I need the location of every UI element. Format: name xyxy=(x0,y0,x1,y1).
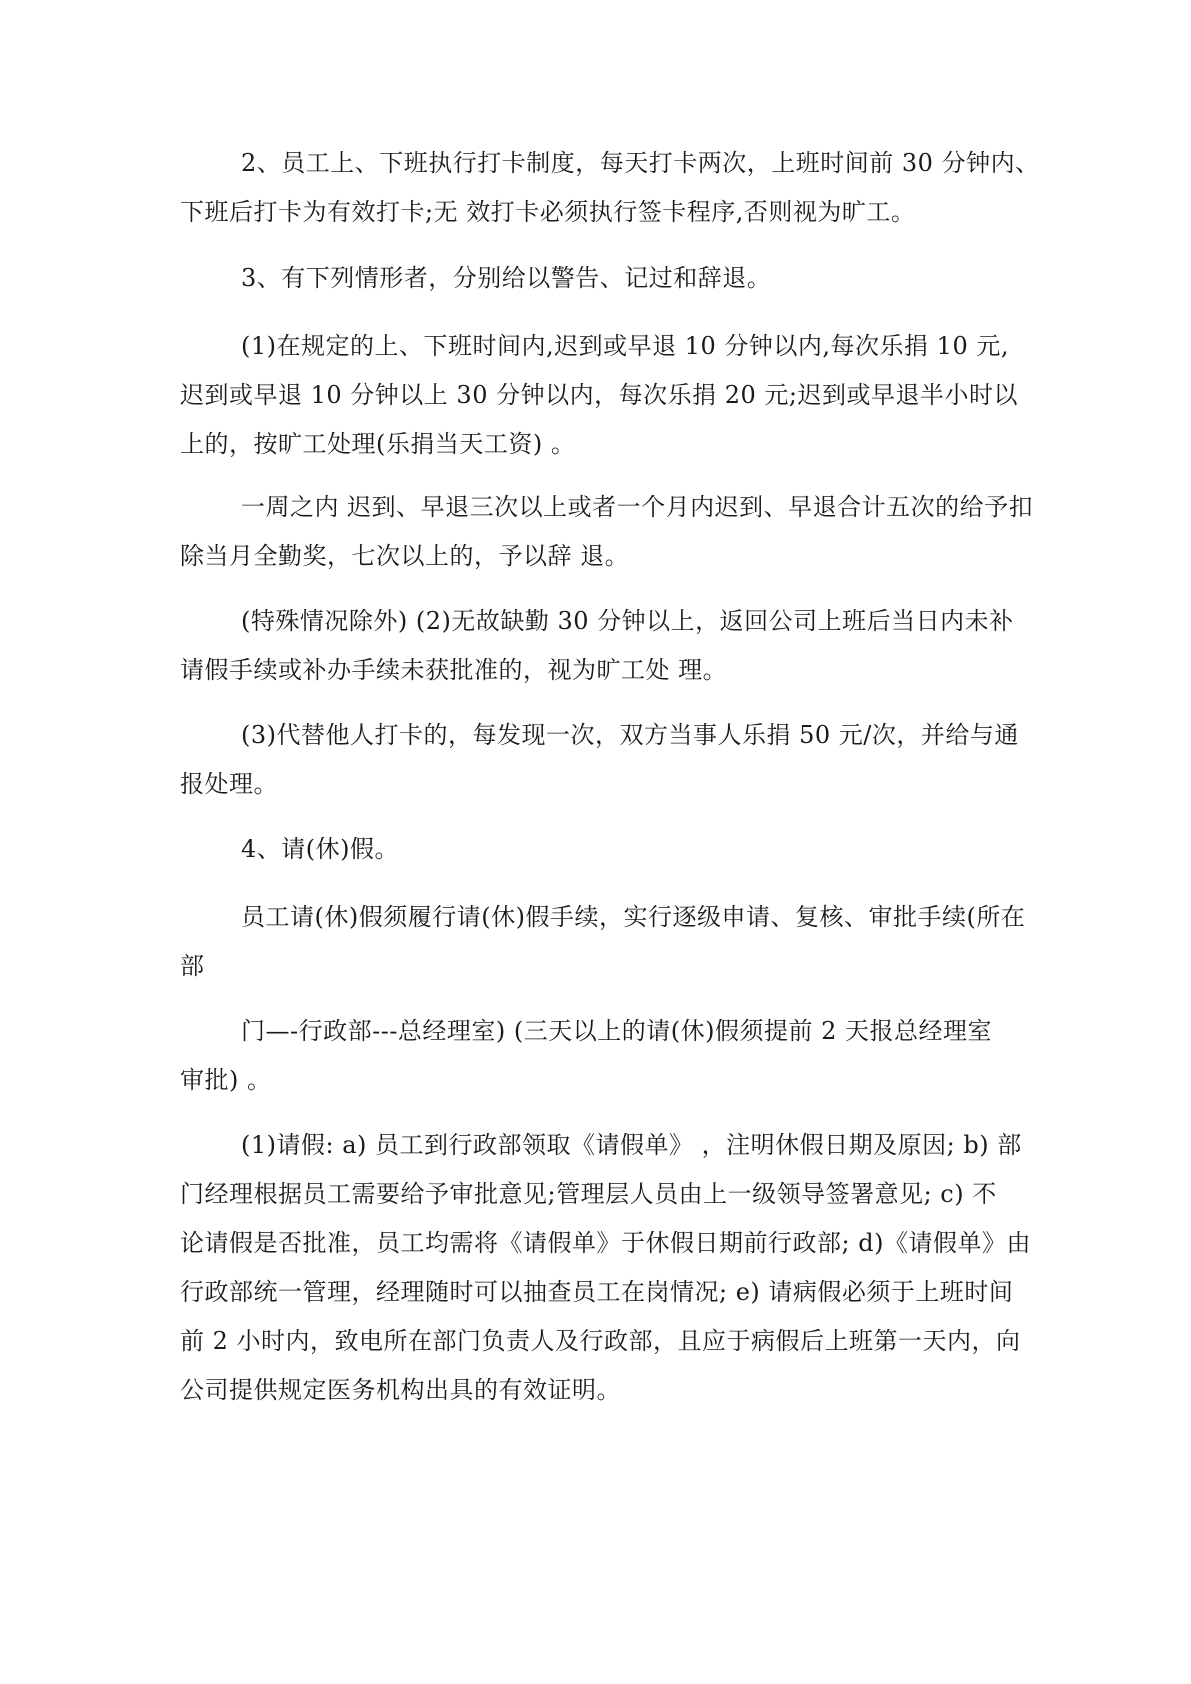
text-line: 前 2 小时内，致电所在部门负责人及行政部，且应于病假后上班第一天内，向 xyxy=(180,1327,1021,1355)
text-line: 论请假是否批准，员工均需将《请假单》于休假日期前行政部; d)《请假单》由 xyxy=(180,1229,1031,1257)
text-line: (特殊情况除外) (2)无故缺勤 30 分钟以上，返回公司上班后当日内未补 xyxy=(241,607,1014,635)
paragraph-clock-in-rule xyxy=(180,139,1040,237)
text-line: 上的，按旷工处理(乐捐当天工资) 。 xyxy=(180,430,576,458)
text-line: 请假手续或补办手续未获批准的，视为旷工处 理。 xyxy=(180,656,728,684)
paragraph-leave-heading xyxy=(180,825,1030,874)
text-line: 除当月全勤奖，七次以上的，予以辞 退。 xyxy=(180,542,630,570)
text-line: 公司提供规定医务机构出具的有效证明。 xyxy=(180,1376,621,1404)
text-line: 一周之内 迟到、早退三次以上或者一个月内迟到、早退合计五次的给予扣 xyxy=(241,493,1034,521)
text-line: 员工请(休)假须履行请(休)假手续，实行逐级申请、复核、审批手续(所在 xyxy=(241,903,1026,931)
paragraph-penalties-heading xyxy=(180,254,1030,303)
text-line: 2、员工上、下班执行打卡制度，每天打卡两次，上班时间前 30 分钟内、 xyxy=(241,149,1040,177)
text-line: 审批) 。 xyxy=(180,1066,272,1094)
text-line: 门经理根据员工需要给予审批意见;管理层人员由上一级领导签署意见; c) 不 xyxy=(180,1180,997,1208)
text-line: 报处理。 xyxy=(180,770,278,798)
text-line: 4、请(休)假。 xyxy=(241,835,399,863)
text-line: (1)在规定的上、下班时间内,迟到或早退 10 分钟以内,每次乐捐 10 元, xyxy=(241,332,1009,360)
text-line: 3、有下列情形者，分别给以警告、记过和辞退。 xyxy=(241,264,772,292)
paragraph-approval-chain xyxy=(180,1007,1030,1105)
text-line: 门—-行政部---总经理室) (三天以上的请(休)假须提前 2 天报总经理室 xyxy=(241,1017,993,1045)
text-line: (1)请假: a) 员工到行政部领取《请假单》 ，注明休假日期及原因; b) 部 xyxy=(241,1131,1022,1159)
paragraph-late-early-rule xyxy=(180,322,1030,469)
paragraph-attendance-bonus-rule xyxy=(180,483,1034,581)
text-line: 迟到或早退 10 分钟以上 30 分钟以内，每次乐捐 20 元;迟到或早退半小时以 xyxy=(180,381,1018,409)
paragraph-absence-rule xyxy=(180,597,1030,695)
text-line: (3)代替他人打卡的，每发现一次，双方当事人乐捐 50 元/次，并给与通 xyxy=(241,721,1019,749)
text-line: 行政部统一管理，经理随时可以抽查员工在岗情况; e) 请病假必须于上班时间 xyxy=(180,1278,1014,1306)
paragraph-leave-request-steps xyxy=(180,1121,1030,1415)
text-line: 下班后打卡为有效打卡;无 效打卡必须执行签卡程序,否则视为旷工。 xyxy=(180,198,916,226)
paragraph-leave-procedure xyxy=(180,893,1030,991)
paragraph-proxy-clock-in-rule xyxy=(180,711,1030,809)
text-line: 部 xyxy=(180,952,205,980)
